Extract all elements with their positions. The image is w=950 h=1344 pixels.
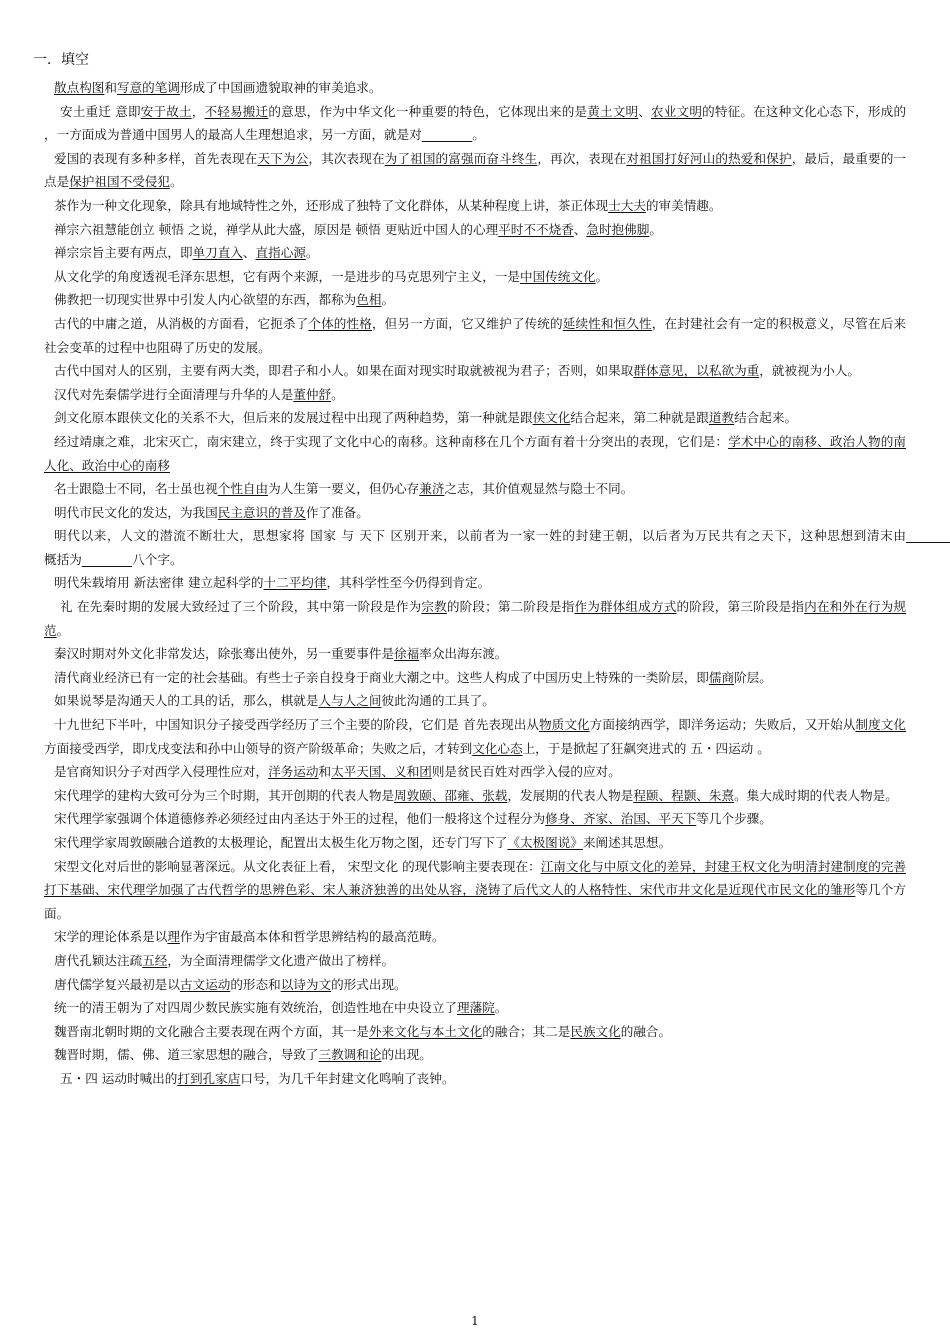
- section-heading: 一．填空: [33, 52, 89, 68]
- answer-blank: 五经: [142, 952, 168, 968]
- question-text: 的阶段，第三阶段是指: [676, 599, 805, 615]
- question-item: [44, 1067, 906, 1091]
- question-text: 。: [381, 292, 395, 308]
- question-item: [44, 524, 906, 571]
- question-item: [44, 288, 906, 312]
- question-text: ，就被视为小人。: [759, 363, 860, 379]
- question-text: ，: [191, 103, 205, 119]
- question-text: 和: [104, 80, 117, 95]
- question-text: 八个字。: [132, 551, 183, 567]
- question-text: 魏晋南北朝时期的文化融合主要表现在两个方面，其一是: [54, 1023, 369, 1039]
- question-text: 宋代理学家强调个体道德修养必须经过由内圣达于外王的过程，他们一般将这个过程分为: [54, 811, 546, 827]
- question-text: 明代以来，人文的潜流不断壮大，思想家将 国家 与 天下 区别开来，以前者为一家一姓的封建王朝，以后者为万民共有之天下，这种思想到清末由: [54, 528, 906, 544]
- answer-blank: 单刀直入: [192, 245, 243, 261]
- question-text: 结合起来。: [734, 410, 798, 426]
- answer-blank: 打到孔家店: [177, 1070, 241, 1086]
- question-text: 从文化学的角度透视毛泽东思想，它有两个来源，一是进步的马克思列宁主义，一是: [54, 268, 520, 284]
- question-item: [44, 595, 906, 642]
- question-item: [44, 406, 906, 430]
- question-text: 来阐述其思想。: [582, 835, 672, 850]
- question-text: 则是贫民百姓对西学入侵的应对。: [431, 764, 621, 780]
- answer-blank: 《太极图说》: [507, 835, 583, 850]
- answer-blank: 太平天国、义和团: [331, 764, 432, 780]
- question-item: [44, 218, 906, 242]
- question-text: 古代中国对人的区别，主要有两大类，即君子和小人。如果在面对现实时取就被视为君子；否则，如果取: [54, 363, 634, 379]
- question-item: [44, 194, 906, 218]
- question-text: 如果说琴是沟通天人的工具的话，那么，棋就是: [54, 693, 319, 709]
- question-text: 魏晋时期，儒、佛、道三家思想的融合，导致了: [54, 1047, 319, 1063]
- answer-blank: 侠文化: [532, 410, 571, 426]
- question-text: ，再次，表现在: [537, 150, 627, 166]
- question-text: 宋代理学的建构大致可分为三个时期，其开创期的代表人物是: [54, 787, 395, 803]
- question-text: 。: [169, 174, 183, 190]
- question-text: 等几个步骤。: [696, 811, 772, 827]
- question-text: 作了准备。: [305, 504, 369, 520]
- answer-blank: 洋务运动: [268, 764, 319, 780]
- question-text: 的意思，作为中华文化一种重要的特色，它体现出来的是: [268, 103, 588, 119]
- answer-blank: 制度文化: [855, 717, 907, 733]
- question-text: 。集大成时期的代表人物是。: [734, 787, 898, 803]
- question-text: 古代的中庸之道，从消极的方面看，它扼杀了: [54, 315, 309, 331]
- question-text: 的出现。: [381, 1047, 432, 1063]
- answer-blank: 延续性和恒久性: [562, 315, 652, 331]
- question-text: ，其科学性至今仍得到肯定。: [326, 575, 491, 591]
- answer-blank: 士大夫: [608, 197, 646, 213]
- answer-blank: 为了祖国的富强而奋斗终生: [384, 150, 538, 166]
- question-item: [44, 855, 906, 926]
- question-text: 阶层。: [734, 669, 772, 685]
- question-text: 宋型文化对后世的影响显著深远。从文化表征上看， 宋型文化 的现代影响主要表现在：: [54, 858, 541, 874]
- question-text: 上，于是掀起了狂飙突进式的 五・四运动 。: [522, 740, 770, 756]
- question-text: 的融合。: [620, 1023, 672, 1039]
- question-item: [44, 477, 906, 501]
- question-item: [44, 1020, 906, 1044]
- question-text: 。: [649, 221, 662, 237]
- question-text: 结合起来，第二种就是跟: [570, 410, 709, 426]
- question-item: [44, 831, 906, 855]
- answer-blank: 直指心源: [255, 245, 306, 261]
- question-text: 清代商业经济已有一定的社会基础。有些士子亲自投身于商业大潮之中。这些人构成了中国历史上特殊的一类阶层，即: [54, 669, 709, 685]
- question-text: ，为全面清理儒学文化遗产做出了榜样。: [167, 952, 395, 968]
- answer-blank: 周敦颐、邵雍、张载: [394, 787, 508, 803]
- question-item: [44, 571, 906, 595]
- question-text: 茶作为一种文化现象，除具有地域特性之外，还形成了独特了文化群体，从某种程度上讲，茶正体现: [54, 197, 609, 213]
- question-text: ，最后，最重要的一点是: [44, 150, 907, 190]
- answer-blank: 理: [167, 929, 180, 945]
- answer-blank: [82, 552, 132, 567]
- answer-blank: [906, 528, 950, 543]
- question-text: 的形式出现。: [331, 976, 407, 992]
- question-text: 等几个方面。: [44, 882, 907, 921]
- question-item: [44, 689, 906, 713]
- question-item: [44, 147, 906, 194]
- question-text: ，在封建社会有一定的积极意义，尽管在后来社会变革的过程中也阻碍了历史的发展。: [44, 315, 907, 355]
- question-text: 的审美情趣。: [645, 197, 722, 213]
- question-text: 统一的清王朝为了对四周少数民族实施有效统治，创造性地在中央设立了: [54, 1000, 457, 1016]
- answer-blank: 民族文化: [570, 1023, 621, 1039]
- question-item: [44, 359, 906, 383]
- question-item: [44, 312, 906, 359]
- question-text: 经过靖康之难，北宋灭亡，南宋建立，终于实现了文化中心的南移。这种南移在几个方面有着十分突出的表现，它们是：: [54, 433, 729, 449]
- question-text: 名士跟隐士不同，名士虽也视: [54, 481, 218, 497]
- question-text: 的阶段；第二阶段是指: [446, 599, 575, 615]
- question-text: 概括为: [44, 551, 82, 567]
- answer-blank: 个性自由: [217, 481, 269, 497]
- question-item: [44, 973, 906, 997]
- question-text: 五・四 运动时喊出的: [60, 1070, 178, 1086]
- answer-blank: 文化心态: [472, 740, 523, 756]
- question-text: 。: [494, 1000, 508, 1016]
- answer-blank: 徐福: [394, 646, 420, 662]
- question-item: [44, 383, 906, 407]
- question-text: 明代市民文化的发达，为我国: [54, 504, 218, 520]
- question-text: 形成了中国画遗貌取神的审美追求。: [179, 80, 382, 95]
- question-text: 宋代理学家周敦颐融合道教的太极理论，配置出太极生化万物之图，还专门写下了: [54, 835, 508, 850]
- answer-blank: 内在和外在行为规范: [44, 599, 907, 638]
- question-text: 口号，为几千年封建文化鸣响了丧钟。: [240, 1070, 455, 1086]
- question-text: 作为宇宙最高本体和哲学思辨结构的最高范畴。: [179, 929, 445, 945]
- question-text: 之志，其价值观显然与隐士不同。: [444, 481, 634, 497]
- answer-blank: 保护祖国不受侵犯: [69, 174, 170, 190]
- question-text: 、: [242, 245, 256, 261]
- question-text: ，发展期的代表人物是: [507, 787, 634, 803]
- question-item: [44, 666, 906, 690]
- question-text: 和: [318, 764, 332, 780]
- answer-blank: 平时不不烧香: [498, 221, 574, 237]
- answer-blank: 中国传统文化: [519, 268, 596, 284]
- question-item: [44, 925, 906, 949]
- question-text: 爱国的表现有多种多样，首先表现在: [54, 150, 258, 166]
- question-text: 礼 在先秦时期的发展大致经过了三个阶段，其中第一阶段是作为: [60, 599, 422, 615]
- answer-blank: 群体意见，以私欲为重: [633, 363, 760, 379]
- question-item: [44, 807, 906, 831]
- answer-blank: 儒商: [708, 669, 735, 685]
- answer-blank: 对祖国打好河山的热爱和保护: [626, 150, 792, 166]
- answer-blank: 道教: [708, 410, 735, 426]
- question-text: 。: [595, 268, 609, 284]
- answer-blank: 个体的性格: [308, 315, 372, 331]
- question-text: 禅宗六祖慧能创立 顿悟 之说，禅学从此大盛，原因是 顿悟 更贴近中国人的心理: [54, 221, 499, 237]
- answer-blank: 物质文化: [539, 717, 590, 733]
- question-item: [44, 642, 906, 666]
- question-text: ，其次表现在: [308, 150, 385, 166]
- answer-blank: 写意的笔调: [116, 80, 180, 95]
- question-item: [44, 265, 906, 289]
- question-item: [44, 996, 906, 1020]
- question-text: 明代朱载堉用 新法密律 建立起科学的: [54, 575, 264, 591]
- question-text: 。: [331, 386, 344, 402]
- answer-blank: 外来文化与本土文化: [368, 1023, 483, 1039]
- question-text: 十九世纪下半叶，中国知识分子接受西学经历了三个主要的阶段，它们是 首先表现出从: [54, 717, 540, 733]
- question-text: 唐代儒学复兴最初是以: [54, 976, 180, 992]
- question-text: 。: [305, 245, 319, 261]
- question-item: [44, 100, 906, 147]
- question-item: [44, 501, 906, 525]
- answer-blank: 宗教: [421, 599, 447, 615]
- question-text: 剑文化原本跟侠文化的关系不大，但后来的发展过程中出现了两种趋势，第一种就是跟: [54, 410, 533, 426]
- answer-blank: 江南文化与中原文化的差异，封建王权文化为明清封建制度的完善打下基础、宋代理学加强了古代哲学的思辨色彩、宋人兼济独善的出处从容，浇铸了后代文人的人格特性、宋代市井文化是近现代市民文化的雏形: [44, 858, 907, 898]
- answer-blank: 学术中心的南移、政治人物的南人化、政治中心的南移: [44, 433, 907, 473]
- answer-blank: [422, 127, 472, 142]
- answer-blank: 十二平均律: [263, 575, 327, 591]
- question-text: ，但另一方面，它又维护了传统的: [371, 315, 563, 331]
- question-text: 的融合；其二是: [482, 1023, 571, 1039]
- question-text: 是官商知识分子对西学入侵理性应对，: [54, 764, 269, 780]
- answer-blank: 色相: [356, 292, 382, 308]
- question-text: 宋学的理论体系是以: [54, 929, 168, 945]
- answer-blank: 黄土文明: [587, 103, 639, 119]
- question-text: 禅宗宗旨主要有两点，即: [54, 245, 193, 261]
- answer-blank: 急时抱佛脚: [586, 221, 650, 237]
- answer-blank: 人与人之间: [318, 693, 382, 709]
- answer-blank: 董仲舒: [293, 386, 332, 402]
- answer-blank: 理藩院: [457, 1000, 495, 1016]
- question-text: 秦汉时期对外文化非常发达，除张骞出使外，另一重要事件是: [54, 646, 395, 662]
- answer-blank: 安于故土: [140, 103, 192, 119]
- question-text: 安土重迁 意即: [60, 103, 141, 119]
- question-text: 。: [56, 622, 70, 638]
- question-text: 的特征。在这种文化心态下，形成的 ，一方面成为普通中国男人的最高人生理想追求，另一方面，就是对: [44, 103, 907, 143]
- question-item: [44, 1043, 906, 1067]
- answer-blank: 天下为公: [257, 150, 309, 166]
- question-item: [44, 430, 906, 477]
- answer-blank: 以诗为文: [280, 976, 332, 992]
- answer-blank: 三教调和论: [318, 1047, 382, 1063]
- answer-blank: 古文运动: [179, 976, 231, 992]
- answer-blank: 农业文明: [651, 103, 703, 119]
- question-text: 率众出海东渡。: [419, 646, 508, 662]
- answer-blank: 作为群体组成方式: [574, 599, 677, 615]
- question-text: 为人生第一要义，但仍心存: [268, 481, 420, 497]
- answer-blank: 程颐、程颢、朱熹: [633, 787, 735, 803]
- question-text: 、: [573, 221, 587, 237]
- question-text: 汉代对先秦儒学进行全面清理与升华的人是: [54, 386, 294, 402]
- question-item: [44, 76, 906, 100]
- question-item: [44, 949, 906, 973]
- question-item: [44, 760, 906, 784]
- question-text: 佛教把一切现实世界中引发人内心欲望的东西，都称为: [54, 292, 357, 308]
- answer-blank: 兼济: [419, 481, 445, 497]
- question-text: 彼此沟通的工具了。: [381, 693, 495, 709]
- question-text: 方面接纳西学，即洋务运动；失败后，又开始从: [589, 717, 856, 733]
- page-number: 1: [471, 1314, 479, 1328]
- question-text: 的形态和: [230, 976, 281, 992]
- question-item: [44, 784, 906, 808]
- question-text: 唐代孔颖达注疏: [54, 952, 143, 968]
- question-text: 方面接受西学，即戊戌变法和孙中山领导的资产阶级革命；失败之后，才转到: [44, 740, 473, 756]
- question-item: [44, 241, 906, 265]
- answer-blank: 修身、齐家、治国、平天下: [545, 811, 697, 827]
- answer-blank: 不轻易搬迁: [204, 103, 269, 119]
- fill-in-blank-list: [44, 76, 906, 1091]
- answer-blank: 散点构图: [54, 80, 105, 95]
- question-item: [44, 713, 906, 760]
- answer-blank: 民主意识的普及: [217, 504, 306, 520]
- question-text: 、: [638, 103, 652, 119]
- question-text: 。: [472, 127, 485, 143]
